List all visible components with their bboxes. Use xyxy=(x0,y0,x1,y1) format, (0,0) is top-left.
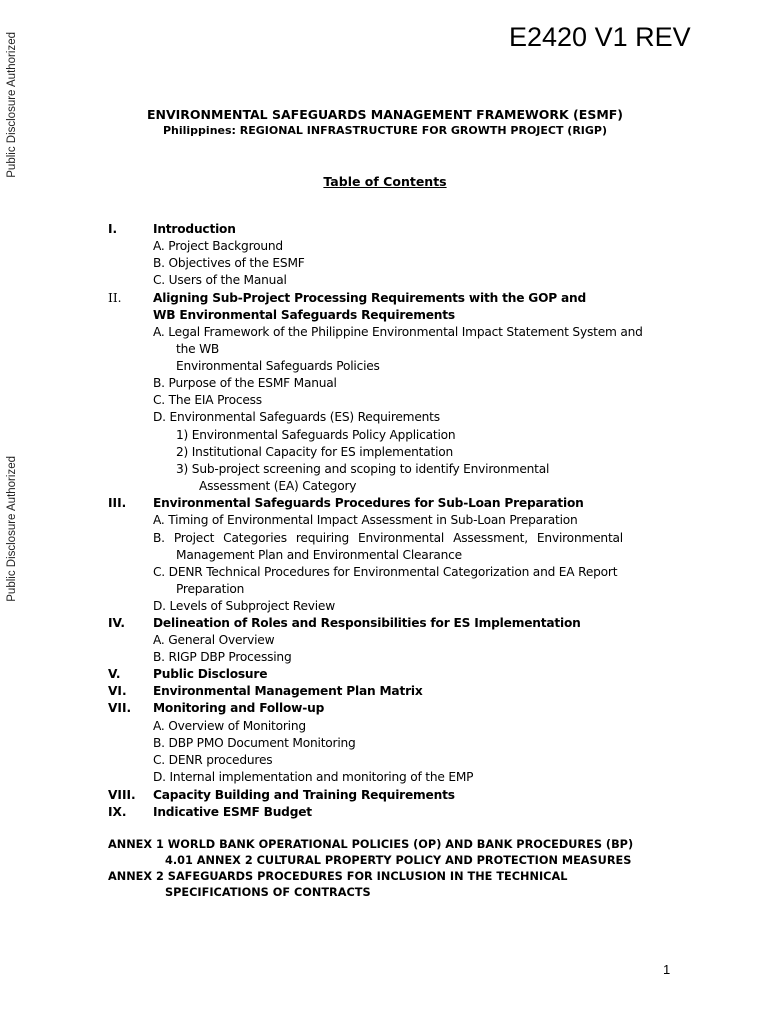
toc-section-number: II. xyxy=(108,291,122,305)
toc-section-title: Capacity Building and Training Requirements xyxy=(153,788,455,802)
document-id: E2420 V1 REV xyxy=(509,22,691,52)
toc-item: D. Levels of Subproject Review xyxy=(153,599,336,613)
toc-subitem: 3) Sub-project screening and scoping to identify Environmental xyxy=(176,462,550,476)
toc-item xyxy=(153,530,623,546)
toc-section-number: IX. xyxy=(108,805,127,819)
annex-line: ANNEX 1 WORLD BANK OPERATIONAL POLICIES (OP) AND BANK PROCEDURES (BP) xyxy=(108,838,634,851)
annex-line: 4.01 ANNEX 2 CULTURAL PROPERTY POLICY AND PROTECTION MEASURES xyxy=(165,854,632,867)
toc-section-number: I. xyxy=(108,222,118,236)
toc-item: B. Purpose of the ESMF Manual xyxy=(153,376,337,390)
toc-item: A. Timing of Environmental Impact Assessment in Sub-Loan Preparation xyxy=(153,513,578,527)
toc-section-number: III. xyxy=(108,496,127,510)
toc-item: B. DBP PMO Document Monitoring xyxy=(153,736,356,750)
toc-subitem: 2) Institutional Capacity for ES implementation xyxy=(176,445,454,459)
toc-subitem: 1) Environmental Safeguards Policy Application xyxy=(176,428,456,442)
toc-item-cont: Preparation xyxy=(176,582,245,596)
toc-section-title-cont: WB Environmental Safeguards Requirements xyxy=(153,308,455,322)
toc-section-title: Monitoring and Follow-up xyxy=(153,701,325,715)
toc-item-cont: Environmental Safeguards Policies xyxy=(176,359,380,373)
toc-section-title: Delineation of Roles and Responsibilities for ES Implementation xyxy=(153,616,581,630)
toc-item: A. Legal Framework of the Philippine Environmental Impact Statement System and xyxy=(153,325,643,339)
toc-item: B. RIGP DBP Processing xyxy=(153,650,292,664)
toc-section-title: Introduction xyxy=(153,222,236,236)
toc-section-number: IV. xyxy=(108,616,126,630)
annex-line: SPECIFICATIONS OF CONTRACTS xyxy=(165,886,371,899)
toc-item-justified: B. Project Categories requiring Environmental Assessment, Environmental xyxy=(153,531,623,545)
disclosure-watermark-bottom: Public Disclosure Authorized xyxy=(6,456,18,602)
toc-item-cont: Management Plan and Environmental Clearance xyxy=(176,548,462,562)
toc-item: C. Users of the Manual xyxy=(153,273,287,287)
toc-section-number: VII. xyxy=(108,701,132,715)
document-title: ENVIRONMENTAL SAFEGUARDS MANAGEMENT FRAMEWORK (ESMF) xyxy=(146,107,624,122)
toc-item: B. Objectives of the ESMF xyxy=(153,256,305,270)
toc-section-title: Environmental Safeguards Procedures for Sub-Loan Preparation xyxy=(153,496,584,510)
toc-item: D. Internal implementation and monitoring of the EMP xyxy=(153,770,474,784)
toc-item: A. Overview of Monitoring xyxy=(153,719,306,733)
toc-item: C. The EIA Process xyxy=(153,393,262,407)
annex-line: ANNEX 2 SAFEGUARDS PROCEDURES FOR INCLUSION IN THE TECHNICAL xyxy=(108,870,568,883)
toc-item: C. DENR Technical Procedures for Environmental Categorization and EA Report xyxy=(153,565,618,579)
document-subtitle: Philippines: REGIONAL INFRASTRUCTURE FOR GROWTH PROJECT (RIGP) xyxy=(162,124,608,137)
toc-section-number: VI. xyxy=(108,684,127,698)
toc-section-title: Indicative ESMF Budget xyxy=(153,805,312,819)
toc-section-number: V. xyxy=(108,667,121,681)
toc-subitem-cont: Assessment (EA) Category xyxy=(199,479,357,493)
toc-item-cont: the WB xyxy=(176,342,220,356)
toc-item: D. Environmental Safeguards (ES) Requirements xyxy=(153,410,440,424)
disclosure-watermark-top: Public Disclosure Authorized xyxy=(6,32,18,178)
toc-section-title: Public Disclosure xyxy=(153,667,268,681)
toc-section-title: Environmental Management Plan Matrix xyxy=(153,684,423,698)
toc-heading: Table of Contents xyxy=(323,174,447,189)
toc-section-title: Aligning Sub-Project Processing Requirements with the GOP and xyxy=(153,291,587,305)
toc-section-number: VIII. xyxy=(108,788,136,802)
toc-item: C. DENR procedures xyxy=(153,753,273,767)
page-number: 1 xyxy=(663,962,671,977)
toc-item: A. Project Background xyxy=(153,239,283,253)
toc-item: A. General Overview xyxy=(153,633,275,647)
